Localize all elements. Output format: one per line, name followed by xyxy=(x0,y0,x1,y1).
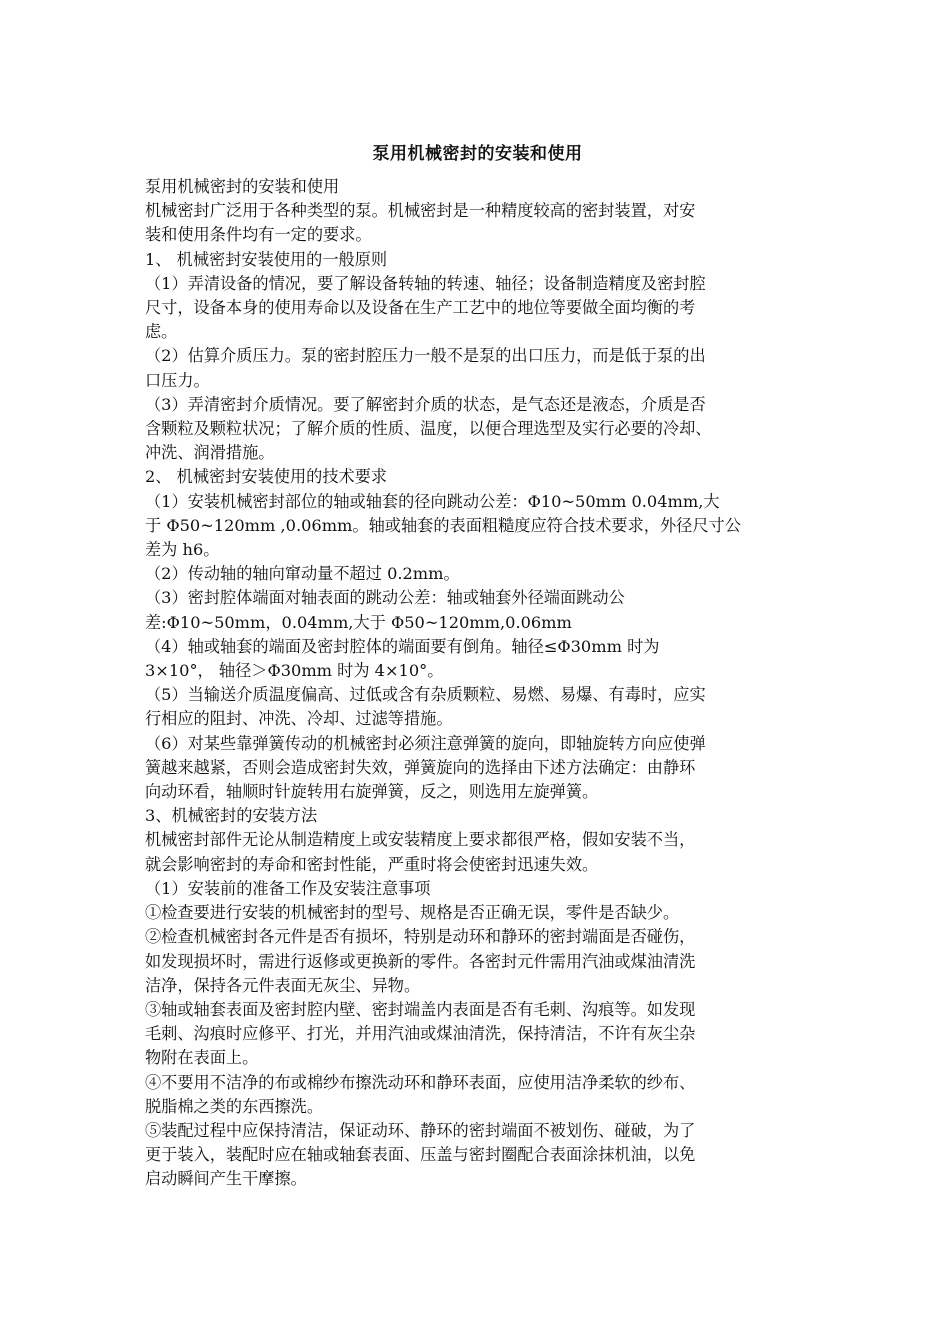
section-heading: 1、 机械密封安装使用的一般原则 xyxy=(145,249,388,269)
text-line: 差为 h6。 xyxy=(145,540,220,560)
text-line: 虑。 xyxy=(145,322,178,342)
text-line: （2）传动轴的轴向窜动量不超过 0.2mm。 xyxy=(145,564,460,584)
text-line: 如发现损坏时，需进行返修或更换新的零件。各密封元件需用汽油或煤油清洗 xyxy=(145,951,696,971)
text-line: ⑤装配过程中应保持清洁，保证动环、静环的密封端面不被划伤、碰破，为了 xyxy=(145,1120,696,1140)
text-line: 物附在表面上。 xyxy=(145,1048,259,1068)
text-line: 口压力。 xyxy=(145,370,210,390)
text-line: （4）轴或轴套的端面及密封腔体的端面要有倒角。轴径≤Φ30mm 时为 xyxy=(145,636,660,656)
text-line: 泵用机械密封的安装和使用 xyxy=(145,177,340,196)
text-line: 更于装入，装配时应在轴或轴套表面、压盖与密封圈配合表面涂抹机油，以免 xyxy=(145,1145,696,1165)
text-line: 脱脂棉之类的东西擦洗。 xyxy=(145,1096,324,1116)
text-line: 装和使用条件均有一定的要求。 xyxy=(145,225,372,245)
section-heading: 2、 机械密封安装使用的技术要求 xyxy=(145,467,388,487)
document-page xyxy=(145,140,810,1192)
text-line: （1）安装机械密封部位的轴或轴套的径向跳动公差：Φ10~50mm 0.04mm,大 xyxy=(145,491,720,511)
text-line: 含颗粒及颗粒状况；了解介质的性质、温度，以便合理选型及实行必要的冷却、 xyxy=(145,419,712,439)
text-line: 毛刺、沟痕时应修平、打光，并用汽油或煤油清洗，保持清洁，不许有灰尘杂 xyxy=(145,1024,696,1044)
text-line: 就会影响密封的寿命和密封性能，严重时将会使密封迅速失效。 xyxy=(145,854,599,874)
text-line: ③轴或轴套表面及密封腔内壁、密封端盖内表面是否有毛刺、沟痕等。如发现 xyxy=(145,999,696,1019)
text-line: 簧越来越紧，否则会造成密封失效，弹簧旋向的选择由下述方法确定：由静环 xyxy=(145,757,696,777)
text-line: 洁净，保持各元件表面无灰尘、异物。 xyxy=(145,975,421,995)
document-body xyxy=(145,175,810,1192)
text-line: （1）弄清设备的情况，要了解设备转轴的转速、轴径；设备制造精度及密封腔 xyxy=(145,273,706,293)
text-line: 于 Φ50~120mm ,0.06mm。轴或轴套的表面粗糙度应符合技术要求，外径尺寸公 xyxy=(145,515,741,535)
text-line: 启动瞬间产生干摩擦。 xyxy=(145,1169,307,1189)
text-line: （5）当输送介质温度偏高、过低或含有杂质颗粒、易燃、易爆、有毒时，应实 xyxy=(145,685,706,705)
document-title: 泵用机械密封的安装和使用 xyxy=(372,144,583,164)
text-line: （1）安装前的准备工作及安装注意事项 xyxy=(145,878,431,898)
text-line: （2）估算介质压力。泵的密封腔压力一般不是泵的出口压力，而是低于泵的出 xyxy=(145,346,706,366)
text-line: 向动环看，轴顺时针旋转用右旋弹簧，反之，则选用左旋弹簧。 xyxy=(145,782,599,802)
text-line: 机械密封广泛用于各种类型的泵。机械密封是一种精度较高的密封装置，对安 xyxy=(145,201,696,221)
text-line: （3）密封腔体端面对轴表面的跳动公差：轴或轴套外径端面跳动公 xyxy=(145,588,625,608)
text-line: 差:Φ10~50mm，0.04mm,大于 Φ50~120mm,0.06mm xyxy=(145,612,572,632)
text-line: 3×10°， 轴径＞Φ30mm 时为 4×10°。 xyxy=(145,661,444,681)
text-line: ①检查要进行安装的机械密封的型号、规格是否正确无误，零件是否缺少。 xyxy=(145,903,680,923)
text-line: （6）对某些靠弹簧传动的机械密封必须注意弹簧的旋向，即轴旋转方向应使弹 xyxy=(145,733,706,753)
text-line: （3）弄清密封介质情况。要了解密封介质的状态，是气态还是液态，介质是否 xyxy=(145,394,706,414)
text-line: ④不要用不洁净的布或棉纱布擦洗动环和静环表面，应使用洁净柔软的纱布、 xyxy=(145,1072,696,1092)
text-line: 机械密封部件无论从制造精度上或安装精度上要求都很严格，假如安装不当， xyxy=(145,830,696,850)
text-line: 冲洗、润滑措施。 xyxy=(145,443,275,463)
text-line: 行相应的阻封、冲洗、冷却、过滤等措施。 xyxy=(145,709,453,729)
text-line: 尺寸，设备本身的使用寿命以及设备在生产工艺中的地位等要做全面均衡的考 xyxy=(145,298,696,318)
section-heading: 3、机械密封的安装方法 xyxy=(145,806,318,826)
text-line: ②检查机械密封各元件是否有损坏，特别是动环和静环的密封端面是否碰伤， xyxy=(145,927,696,947)
